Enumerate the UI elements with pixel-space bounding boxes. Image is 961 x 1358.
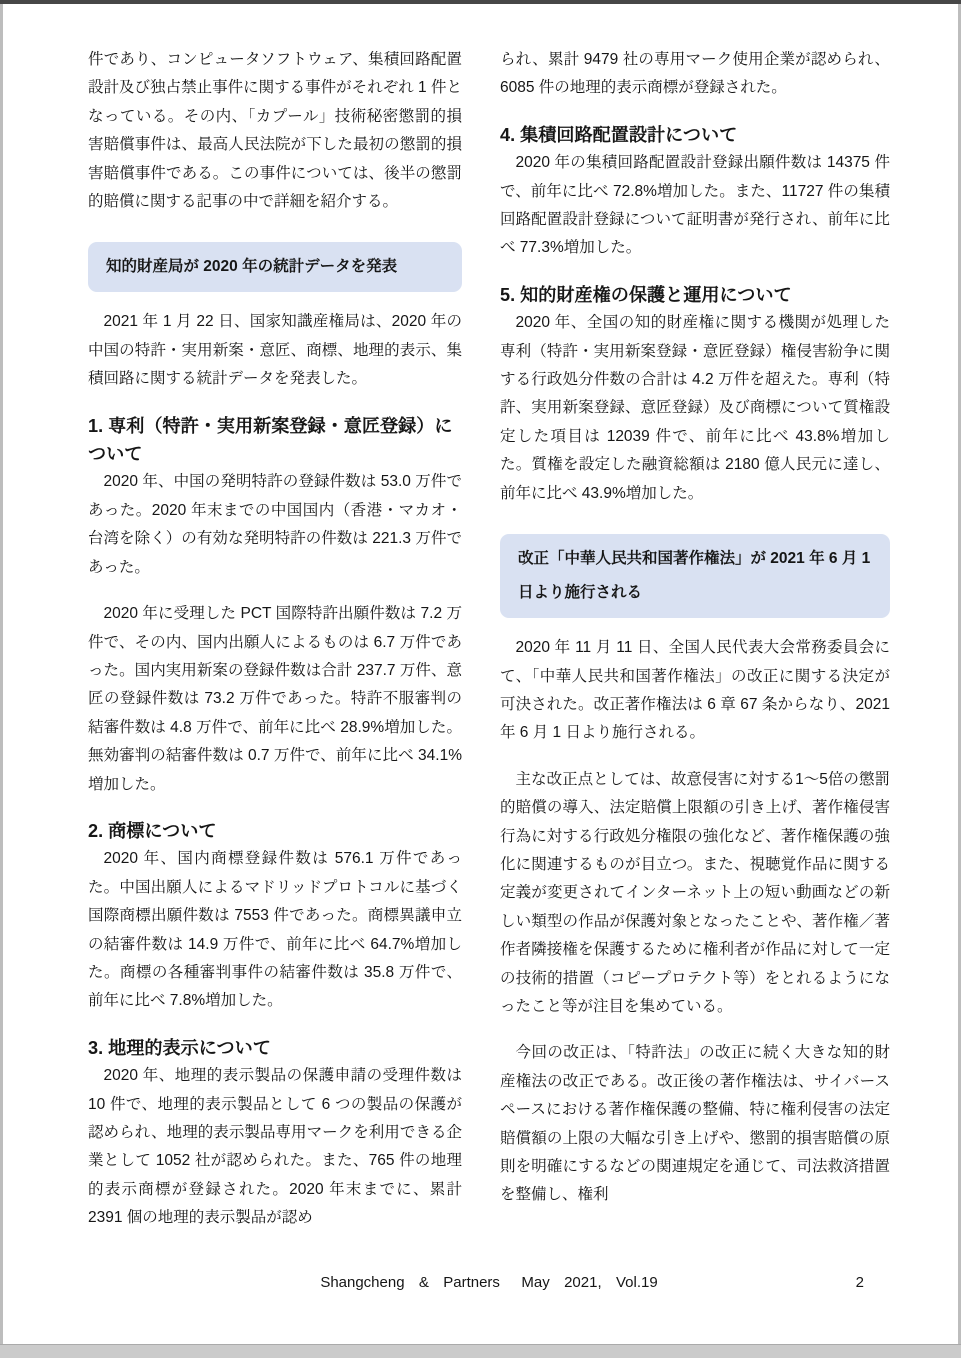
continuation-paragraph: 件であり、コンピュータソフトウェア、集積回路配置設計及び独占禁止事件に関する事件がそれぞれ 1 件となっている。その内、「カプール」技術秘密懲罰的損害賠償事件は、最高人民法院が下した最初の懲罰的損害賠償事件である。この事件については、後半の懲罰的賠償に関する記事の中で詳細を紹介する。 [88, 51, 462, 211]
section1-heading: 1. 専利（特許・実用新案登録・意匠登録）について [88, 415, 453, 465]
section4-paragraph: 2020 年の集積回路配置設計登録出願件数は 14375 件で、前年に比べ 72.8%増加した。また、11727 件の集積回路配置設計登録について証明書が発行され、前年に比べ 77.3%増加した。 [500, 154, 890, 257]
section4-heading: 4. 集積回路配置設計について [500, 124, 738, 145]
copyright-paragraph-1: 2020 年 11 月 11 日、全国人民代表大会常務委員会にて、「中華人民共和国著作権法」の改正に関する決定が可決された。改正著作権法は 6 章 67 条からなり、2021 年 6 月 1 日より施行される。 [500, 639, 890, 742]
stats-intro-paragraph: 2021 年 1 月 22 日、国家知識産権局は、2020 年の中国の特許・実用新案・意匠、商標、地理的表示、集積回路に関する統計データを発表した。 [88, 313, 462, 388]
copyright-paragraph-2: 主な改正点としては、故意侵害に対する1～5倍の懲罰的賠償の導入、法定賠償上限額の引き上げ、著作権侵害行為に対する行政処分権限の強化など、著作権保護の強化に関連するものが目立つ。また、視聴覚作品に関する定義が変更されてインターネット上の短い動画などの新しい類型の作品が保護対象となったことや、著作権／著作者隣接権を保護するために権利者が作品に対して一定の技術的措置（コピープロテクト等）をとれるようになったこと等が注目を集めている。 [500, 770, 890, 1015]
footer-page-number: 2 [855, 1274, 864, 1291]
section3-continuation-paragraph: られ、累計 9479 社の専用マーク使用企業が認められ、6085 件の地理的表示商標が登録された。 [500, 51, 890, 97]
right-column [500, 46, 890, 1251]
article-headline-statistics: 知的財産局が 2020 年の統計データを発表 [88, 242, 462, 292]
section5-heading: 5. 知的財産権の保護と運用について [500, 284, 792, 305]
page-bottom-edge [0, 1344, 961, 1358]
section1-paragraph-1: 2020 年、中国の発明特許の登録件数は 53.0 万件であった。2020 年末までの中国国内（香港・マカオ・台湾を除く）の有効な発明特許の件数は 221.3 万件であった。 [88, 473, 462, 576]
article-headline-copyright-law: 改正「中華人民共和国著作権法」が 2021 年 6 月 1 日より施行される [500, 534, 890, 618]
section1-paragraph-2: 2020 年に受理した PCT 国際特許出願件数は 7.2 万件で、その内、国内出願人によるものは 6.7 万件であった。国内実用新案の登録件数は合計 237.7 万件、意匠の登録件数は 73.2 万件であった。特許不服審判の結審件数は 4.8 万件で、前年に比べ 28.9%増加した。無効審判の結審件数は 0.7 万件で、前年に比べ 34.1%増加した。 [88, 605, 462, 793]
copyright-paragraph-3: 今回の改正は、「特許法」の改正に続く大きな知的財産権法の改正である。改正後の著作権法は、サイバースペースにおける著作権保護の整備、特に権利侵害の法定賠償額の上限の大幅な引き上げや、懲罰的損害賠償の原則を明確にするなどの関連規定を通じて、司法救済措置を整備し、権利 [500, 1044, 890, 1204]
left-column [88, 46, 462, 1251]
footer-publisher-line: Shangcheng & Partners May 2021, Vol.19 [320, 1274, 658, 1291]
page-footer [88, 1274, 890, 1298]
section3-paragraph: 2020 年、地理的表示製品の保護申請の受理件数は 10 件で、地理的表示製品として 6 つの製品の保護が認められ、地理的表示製品専用マークを利用できる企業として 1052 社が認められた。また、765 件の地理的表示商標が登録された。2020 年末までに、累計 2391 個の地理的表示製品が認め [88, 1067, 462, 1227]
section3-heading: 3. 地理的表示について [88, 1037, 271, 1058]
page-left-edge [0, 4, 3, 1345]
section2-heading: 2. 商標について [88, 820, 217, 841]
page-body [88, 46, 890, 1251]
section5-paragraph: 2020 年、全国の知的財産権に関する機関が処理した専利（特許・実用新案登録・意匠登録）権侵害紛争に関する行政処分件数の合計は 4.2 万件を超えた。専利（特許、実用新案登録、意匠登録）及び商標について質権設定した項目は 12039 件で、前年に比べ 43.8%増加した。質権を設定した融資総額は 2180 億人民元に達し、前年に比べ 43.9%増加した。 [500, 314, 890, 502]
page-top-edge [0, 0, 961, 4]
section2-paragraph: 2020 年、国内商標登録件数は 576.1 万件であった。中国出願人によるマドリッドプロトコルに基づく国際商標出願件数は 7553 件であった。商標異議申立の結審件数は 14.9 万件で、前年に比べ 64.7%増加した。商標の各種審判事件の結審件数は 35.8 万件で、前年に比べ 7.8%増加した。 [88, 850, 462, 1010]
